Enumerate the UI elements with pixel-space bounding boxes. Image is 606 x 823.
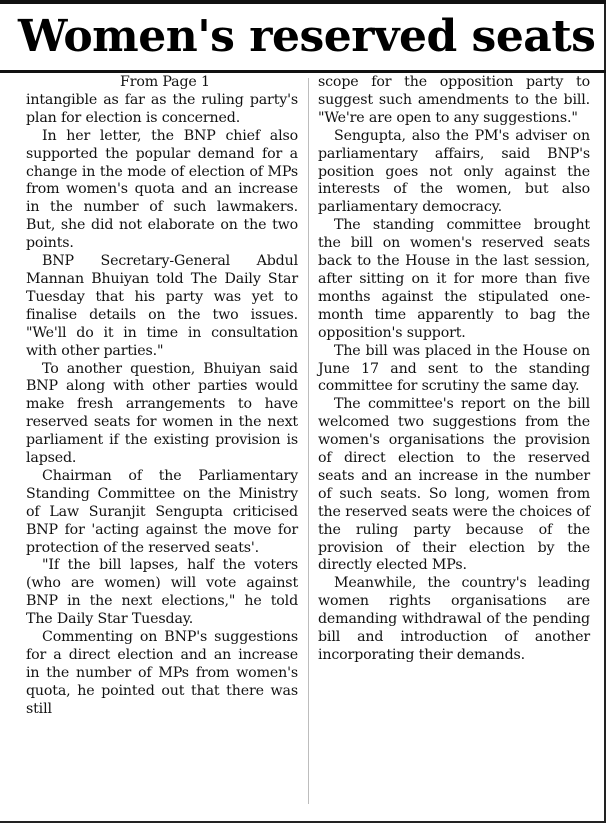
column-divider — [308, 78, 309, 804]
paragraph: Chairman of the Parliamentary Standing Committee on the Ministry of Law Suranjit Sengupta criticised BNP for 'acting against the move for protection of the reserved seats'. — [26, 467, 298, 556]
paragraph: Commenting on BNP's suggestions for a direct election and an increase in the number of MPs from women's quota, he pointed out that there was still — [26, 629, 298, 717]
paragraph: The bill was placed in the House on June 17 and sent to the standing committee for scrutiny the same day. — [318, 342, 590, 395]
paragraph: scope for the opposition party to suggest such amendments to the bill. "We're are open to any suggestions." — [318, 74, 590, 126]
paragraph: Meanwhile, the country's leading women rights organisations are demanding withdrawal of the pending bill and introduction of another incorporating their demands. — [318, 575, 590, 663]
paragraph: The committee's report on the bill welcomed two suggestions from the women's organisations the provision of direct election to the reserved seats and an increase in the number of such seats. So long, women from the reserved seats were the choices of the ruling party because of the provision of their election by the directly elected MPs. — [318, 396, 590, 574]
article-column-right — [318, 74, 590, 665]
paragraph: "If the bill lapses, half the voters (who are women) will vote against BNP in the next elections," he told The Daily Star Tuesday. — [26, 557, 298, 628]
headline-rule — [0, 70, 606, 73]
paragraph: In her letter, the BNP chief also supported the popular demand for a change in the mode of election of MPs from women's quota and an increase in the number of such lawmakers. But, she did not elaborate on the two points. — [26, 127, 298, 252]
paragraph: The standing committee brought the bill on women's reserved seats back to the House in the last session, after sitting on it for more than five months against the stipulated one-month time apparently to bag the opposition's support. — [318, 217, 590, 341]
article-column-left — [26, 74, 298, 719]
paragraph: intangible as far as the ruling party's plan for election is concerned. — [26, 91, 298, 126]
headline: Women's reserved seats — [18, 11, 596, 62]
paragraph: BNP Secretary-General Abdul Mannan Bhuiyan told The Daily Star Tuesday that his party was yet to finalise details on the two issues. "We'll do it in time in consultation with other parties." — [26, 253, 298, 359]
paragraph: Sengupta, also the PM's adviser on parliamentary affairs, said BNP's position goes not only against the interests of the women, but also parliamentary democracy. — [318, 127, 590, 216]
paragraph: To another question, Bhuiyan said BNP along with other parties would make fresh arrangements to have reserved seats for women in the next parliament if the existing provision is lapsed. — [26, 360, 298, 467]
continuation-note: From Page 1 — [120, 74, 210, 90]
